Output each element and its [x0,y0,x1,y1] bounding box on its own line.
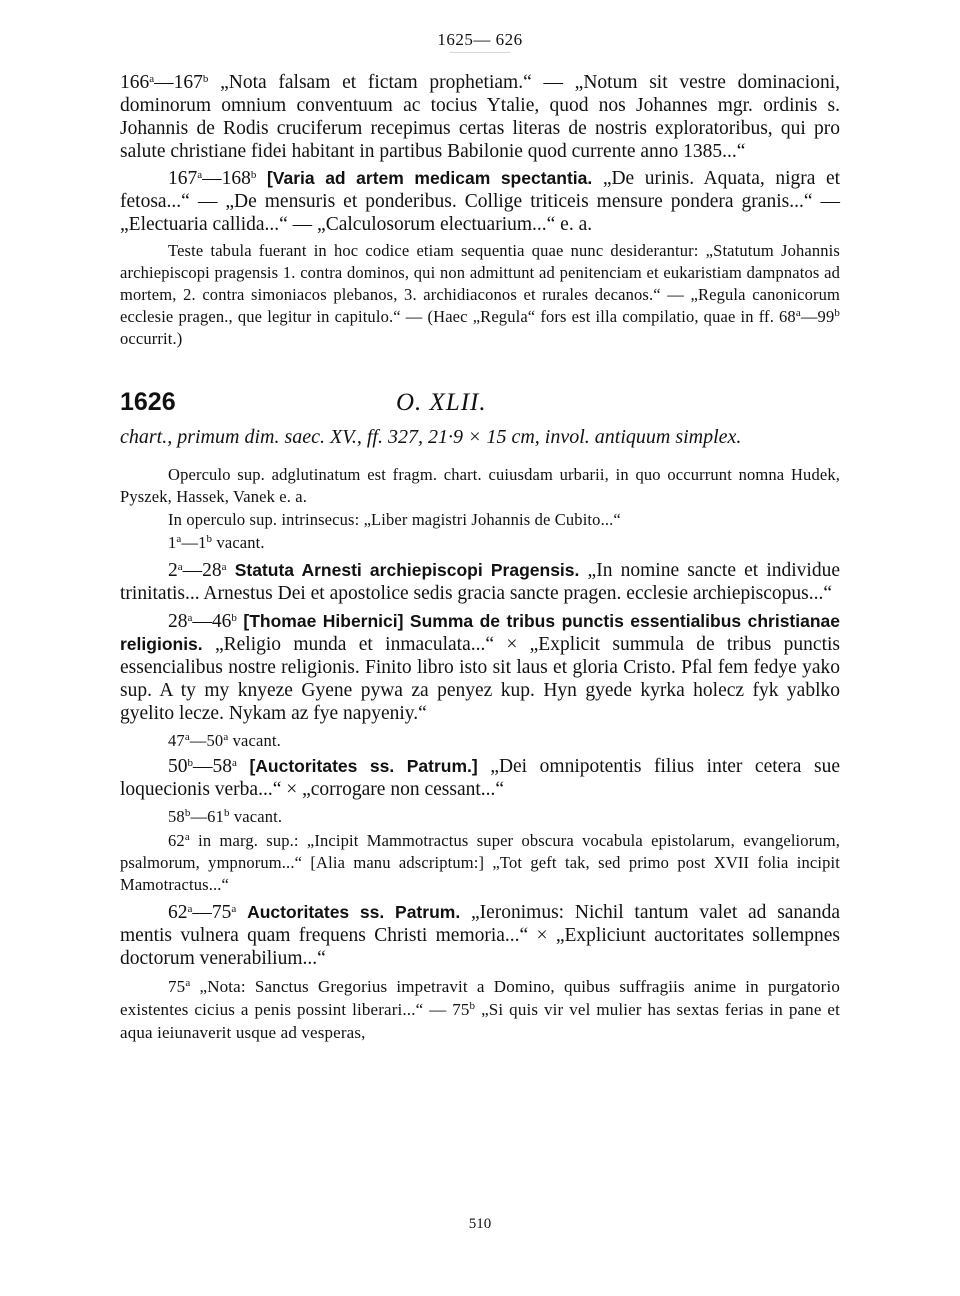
running-header: 1625— 626 [437,30,523,49]
entry-signature: O. XLII. [396,389,487,416]
header-rule [450,52,510,53]
para-vacant-3: 58$^b$—61$^b$ vacant. [168,807,283,826]
folio-ref: 167$^a$—168$^b$ [168,168,257,189]
page-number: 510 [468,1216,492,1232]
section-title: Auctoritates ss. Patrum. [247,902,461,922]
para-summa: 28$^a$—46$^b$ [Thomae Hibernici] Summa de tribus punctis essentialibus christianae religionis. „Religio munda et inmaculata...“ × „Explicit summula de tribus punctis essencialibus nostre religionis. Finito libro isto sit laus et gloria Cristo. Pfal fem fedye yako sup. A ty my knyeze Gyene pywa za penyez kup. Hyn gyede kyrka holecz fyk yablko gyelito lecze. Nykam az fye napyeniy.“ [120,611,841,724]
entry-heading [120,388,840,417]
section-title: Statuta Arnesti archiepiscopi Pragensis. [234,560,580,580]
paragraph-text: „De urinis. Aquata, nigra et fetosa...“ — „De mensuris et ponderibus. Collige triticeis mensure pondera granis...“ — „Electuaria callida...“ — „Calculosorum electuarium...“ e. a. [120,168,841,235]
paragraph-text: „Nota falsam et fictam prophetiam.“ — „Notum sit vestre dominacioni, dominorum omnium conventuum ac tocius Ytalie, quod nos Johannes mgr. ordinis s. Johannis de Rodis cruciferum recepimus certas literas de nostris exploratoribus, qui pro salute christiane fidei habitant in partibus Babilonie quod currente anno 1385...“ [120,72,840,162]
note-paragraph-tabula: Teste tabula fuerant in hoc codice etiam sequentia quae nunc desiderantur: „Statutum Johannis archiepiscopi pragensis 1. contra dominos, qui non admittunt ad penitenciam et eukaristiam dampnatos ad mortem, 2. contra simoniacos plebanos, 3. archidiaconos et rurales decanos.“ — „Regula canonicorum ecclesie pragen., que legitur in capitulo.“ — (Haec „Regula“ fors est illa compilatio, quae in ff. 68$^a$—99$^b$ occurrit.) [120,241,840,348]
entry-paragraph-167a [120,167,840,236]
para-nota: 75$^a$ „Nota: Sanctus Gregorius impetravit a Domino, quibus suffragiis anime in purgatorio existentes cicius a penis possint liberari...“ — 75$^b$ „Si quis vir vel mulier has sextas ferias in pane et aqua ieiunaverit usque ad vesperas, [120,977,840,1042]
para-statuta: 2$^a$—28$^a$ Statuta Arnesti archiepiscopi Pragensis. „In nomine sancte et individue trinitatis... Arnestus Dei et apostolice sedis gracia sancte pragen. ecclesie archiepiscopus...“ [120,560,841,604]
para-intrinsecus: In operculo sup. intrinsecus: „Liber magistri Johannis de Cubito...“ [168,510,621,529]
section-title: [Auctoritates ss. Patrum.] [249,756,478,776]
entry-description: chart., primum dim. saec. XV., ff. 327, 21·9 × 15 cm, invol. antiquum simplex. [120,426,742,448]
para-auctoritates-2: 62$^a$—75$^a$ Auctoritates ss. Patrum. „Ieronimus: Nichil tantum valet ad sananda mentis vulnera quam frequens Christi memoria...“ × „Expliciunt auctoritates sollempnes doctorum venerabilium...“ [120,902,840,969]
entry-paragraph-166a [120,71,840,163]
para-operculo: Operculo sup. adglutinatum est fragm. chart. cuiusdam urbarii, in quo occurrunt nomna Hudek, Pyszek, Hassek, Vanek e. a. [120,465,840,506]
para-marginal-note: 62$^a$ in marg. sup.: „Incipit Mammotractus super obscura vocabula epistolarum, evangeliorum, psalmorum, ympnorum...“ [Alia manu adscriptum:] „Tot geft tak, sed primo post XVII folia incipit Mamotractus...“ [120,831,840,894]
para-vacant-2: 47$^a$—50$^a$ vacant. [168,731,281,750]
para-vacant-1: 1$^a$—1$^b$ vacant. [168,533,265,552]
document-page [120,30,840,1044]
entry-number: 1626 [120,388,176,416]
section-title: [Varia ad artem medicam spectantia. [266,168,593,188]
section-title: [Thomae Hibernici] Summa de tribus punctis essentialibus christianae religionis. [120,611,841,654]
para-auctoritates-1: 50$^b$—58$^a$ [Auctoritates ss. Patrum.] „Dei omnipotentis filius inter cetera sue loquecionis verba...“ × „corrogare non cessant...“ [120,756,840,800]
folio-ref: 166$^a$—167$^b$ [120,72,209,93]
